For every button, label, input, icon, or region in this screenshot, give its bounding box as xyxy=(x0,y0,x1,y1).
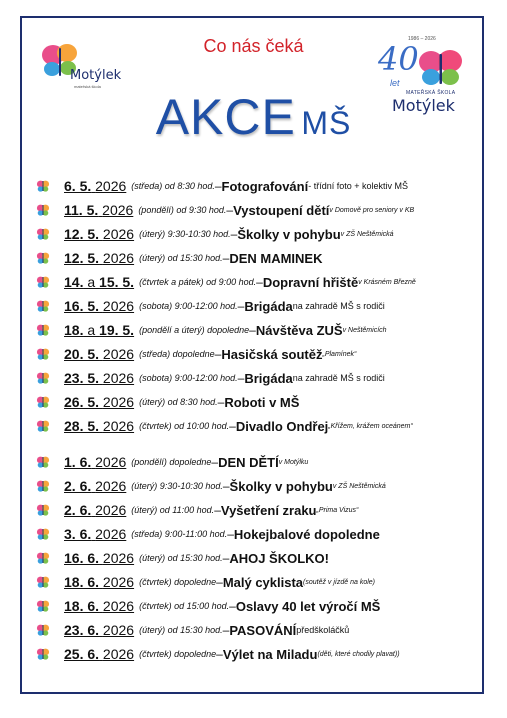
event-date xyxy=(64,622,134,638)
event-name: Školky v pohybu xyxy=(237,226,341,242)
event-date-day: 11. 5. xyxy=(64,202,99,218)
event-date xyxy=(64,226,134,242)
event-date-day: 25. 6. xyxy=(64,646,100,662)
butterfly-bullet-icon xyxy=(36,647,50,661)
butterfly-bullet-icon xyxy=(36,203,50,217)
butterfly-bullet-icon xyxy=(36,227,50,241)
event-date xyxy=(64,502,126,518)
event-date-year: 2026 xyxy=(102,622,135,638)
event-name: Fotografování xyxy=(221,178,309,194)
event-detail: v ZŠ Neštěmická xyxy=(340,230,394,238)
event-date xyxy=(64,550,134,566)
event-date xyxy=(64,646,134,662)
event-time: (středa) od 8:30 hod. xyxy=(131,181,215,191)
event-name: Brigáda xyxy=(244,370,293,386)
event-row xyxy=(36,548,329,568)
event-name: Návštěva ZUŠ xyxy=(255,322,343,338)
event-date-day: 14. xyxy=(64,274,84,290)
event-date-day: 12. 5. xyxy=(64,250,100,266)
butterfly-bullet-icon xyxy=(36,275,50,289)
logo-years: 1986 – 2026 xyxy=(408,36,436,42)
butterfly-bullet-icon xyxy=(36,503,50,517)
logo-ms: MATEŘSKÁ ŠKOLA xyxy=(406,90,456,96)
butterfly-bullet-icon xyxy=(36,395,50,409)
logo-left-sub: mateřská škola xyxy=(74,84,101,89)
event-dash: – xyxy=(211,455,219,469)
event-detail: na zahradě MŠ s rodiči xyxy=(292,301,385,311)
event-date-year: 2026 xyxy=(95,454,127,470)
event-row xyxy=(36,200,414,220)
event-date xyxy=(64,298,134,314)
event-row xyxy=(36,392,299,412)
event-row xyxy=(36,224,394,244)
event-time: (čtvrtek) dopoledne xyxy=(139,577,217,587)
title-akce: AKCE xyxy=(155,89,296,145)
event-detail: (soutěž v jízdě na kole) xyxy=(303,578,376,586)
event-detail: předškoláčků xyxy=(296,625,350,635)
event-date-day2: 15. 5. xyxy=(99,274,135,290)
event-row xyxy=(36,644,400,664)
event-date-year: 2026 xyxy=(102,226,135,242)
event-dash: – xyxy=(214,179,222,193)
event-date-day: 1. 6. xyxy=(64,454,92,470)
event-detail: „Křížem, krážem oceánem“ xyxy=(328,422,413,430)
butterfly-bullet-icon xyxy=(36,251,50,265)
event-row xyxy=(36,596,380,616)
event-date-year: 2026 xyxy=(102,598,135,614)
event-time: (pondělí) dopoledne xyxy=(131,457,212,467)
event-row xyxy=(36,344,356,364)
event-date xyxy=(64,526,126,542)
event-row xyxy=(36,320,387,340)
event-dash: – xyxy=(222,479,230,493)
event-time: (úterý) od 15:30 hod. xyxy=(139,253,223,263)
event-date-year: 2026 xyxy=(102,550,135,566)
event-detail: „Plamínek“ xyxy=(322,350,357,358)
event-dash: – xyxy=(217,395,225,409)
event-time: (čtvrtek) od 10:00 hod. xyxy=(139,421,230,431)
butterfly-bullet-icon xyxy=(36,551,50,565)
event-date xyxy=(64,574,134,590)
event-date-day: 2. 6. xyxy=(64,502,92,518)
event-date xyxy=(64,478,126,494)
event-detail: „Prima Vizus“ xyxy=(316,506,359,514)
event-dash: – xyxy=(256,275,263,289)
butterfly-bullet-icon xyxy=(36,455,50,469)
event-dash: – xyxy=(214,503,221,517)
event-name: Divadlo Ondřej xyxy=(235,418,329,434)
event-name: Roboti v MŠ xyxy=(224,394,300,410)
event-date xyxy=(64,178,126,194)
event-row xyxy=(36,524,380,544)
event-date-day: 23. 6. xyxy=(64,622,100,638)
butterfly-bullet-icon xyxy=(36,347,50,361)
event-name: Hasičská soutěž xyxy=(221,346,323,362)
event-time: (pondělí) od 9:30 hod. xyxy=(138,205,227,215)
event-date xyxy=(64,418,134,434)
event-row xyxy=(36,368,385,388)
page-subtitle: Co nás čeká xyxy=(203,36,304,56)
butterfly-bullet-icon xyxy=(36,419,50,433)
event-date-year: 2026 xyxy=(95,178,127,194)
event-date-year: 2026 xyxy=(102,370,135,386)
event-time: (středa) 9:00-11:00 hod. xyxy=(131,529,228,539)
event-date-year: 2026 xyxy=(95,502,127,518)
event-detail: (děti, které chodily plavat)) xyxy=(317,650,400,658)
event-row xyxy=(36,620,349,640)
butterfly-bullet-icon xyxy=(36,371,50,385)
event-time: (úterý) od 15:30 hod. xyxy=(139,625,223,635)
event-date-day: 18. 6. xyxy=(64,598,100,614)
event-name: Oslavy 40 let výročí MŠ xyxy=(235,598,381,614)
event-date-and: a xyxy=(83,322,100,338)
event-detail: v Motýlku xyxy=(278,458,309,466)
butterfly-bullet-icon xyxy=(36,575,50,589)
event-date xyxy=(64,598,134,614)
event-name: Brigáda xyxy=(244,298,293,314)
butterfly-icon xyxy=(418,48,464,88)
event-date-day: 23. 5. xyxy=(64,370,100,386)
event-name: AHOJ ŠKOLKO! xyxy=(229,550,329,566)
event-date xyxy=(64,370,134,386)
event-name: Vyšetření zraku xyxy=(220,502,317,518)
event-date-year: 2026 xyxy=(102,394,135,410)
event-time: (úterý) od 11:00 hod. xyxy=(131,505,215,515)
event-date-year: 2026 xyxy=(102,202,134,218)
butterfly-bullet-icon xyxy=(36,623,50,637)
event-dash: – xyxy=(227,527,234,541)
event-time: (úterý) 9:30-10:30 hod. xyxy=(139,229,231,239)
event-date xyxy=(64,250,134,266)
event-time: (úterý) 9:30-10:30 hod. xyxy=(131,481,223,491)
event-row xyxy=(36,272,416,292)
event-row xyxy=(36,248,323,268)
event-date-day: 20. 5. xyxy=(64,346,100,362)
event-dash: – xyxy=(214,347,222,361)
event-date-and: a xyxy=(83,274,100,290)
event-date-day2: 19. 5. xyxy=(99,322,135,338)
logo-left-name: Motýlek xyxy=(70,68,122,83)
event-date-day: 6. 5. xyxy=(64,178,92,194)
event-time: (čtvrtek) od 15:00 hod. xyxy=(139,601,230,611)
event-detail: - třídní foto + kolektiv MŠ xyxy=(308,181,409,191)
event-dash: – xyxy=(226,203,234,217)
title-ms: MŠ xyxy=(301,105,352,141)
event-date xyxy=(64,274,134,290)
event-name: Hokejbalové dopoledne xyxy=(233,526,380,542)
event-detail: v Neštěmicích xyxy=(342,326,387,334)
event-date-year: 2026 xyxy=(102,418,135,434)
event-date-day: 28. 5. xyxy=(64,418,100,434)
event-date xyxy=(64,346,134,362)
butterfly-bullet-icon xyxy=(36,479,50,493)
event-date-year: 2026 xyxy=(102,574,135,590)
event-date-day: 18. 6. xyxy=(64,574,100,590)
event-name: Malý cyklista xyxy=(222,574,304,590)
event-time: (čtvrtek a pátek) od 9:00 hod. xyxy=(139,277,257,287)
event-date-day: 3. 6. xyxy=(64,526,92,542)
event-dash: – xyxy=(222,623,230,637)
event-date-year: 2026 xyxy=(102,298,135,314)
event-date xyxy=(64,394,134,410)
event-dash: – xyxy=(237,299,245,313)
event-date xyxy=(64,202,133,218)
event-time: (úterý) od 8:30 hod. xyxy=(139,397,218,407)
event-detail: v Domově pro seniory v KB xyxy=(329,206,415,214)
event-row xyxy=(36,296,385,316)
logo-forty: 40 xyxy=(378,40,419,78)
event-time: (pondělí a úterý) dopoledne xyxy=(139,325,250,335)
event-dash: – xyxy=(229,419,236,433)
event-dash: – xyxy=(222,551,230,565)
logo-let: let xyxy=(390,78,400,88)
event-row xyxy=(36,176,408,196)
event-time: (středa) dopoledne xyxy=(139,349,215,359)
butterfly-bullet-icon xyxy=(36,599,50,613)
butterfly-bullet-icon xyxy=(36,179,50,193)
event-date-day: 16. 6. xyxy=(64,550,100,566)
event-date-year: 2026 xyxy=(95,478,127,494)
event-detail: v Krásném Březně xyxy=(358,278,416,286)
event-name: Školky v pohybu xyxy=(229,478,333,494)
page-title xyxy=(0,88,507,146)
event-date xyxy=(64,454,126,470)
event-row xyxy=(36,416,413,436)
event-date-day: 18. xyxy=(64,322,84,338)
logo-right-name: Motýlek xyxy=(392,96,455,115)
event-date-day: 12. 5. xyxy=(64,226,100,242)
event-date-day: 26. 5. xyxy=(64,394,100,410)
event-dash: – xyxy=(249,323,256,337)
event-date-year: 2026 xyxy=(102,250,135,266)
event-name: Vystoupení dětí xyxy=(233,202,330,218)
butterfly-bullet-icon xyxy=(36,527,50,541)
event-time: (sobota) 9:00-12:00 hod. xyxy=(139,301,238,311)
event-dash: – xyxy=(216,575,223,589)
event-date-year: 2026 xyxy=(102,346,135,362)
event-date-day: 2. 6. xyxy=(64,478,92,494)
butterfly-bullet-icon xyxy=(36,323,50,337)
butterfly-bullet-icon xyxy=(36,299,50,313)
event-name: Dopravní hřiště xyxy=(262,274,359,290)
event-dash: – xyxy=(222,251,230,265)
event-date-year: 2026 xyxy=(102,646,135,662)
event-time: (úterý) od 15:30 hod. xyxy=(139,553,223,563)
event-detail: na zahradě MŠ s rodiči xyxy=(292,373,385,383)
event-name: PASOVÁNÍ xyxy=(229,622,297,638)
event-name: DEN DĚTÍ xyxy=(218,454,279,470)
event-row xyxy=(36,572,375,592)
event-row xyxy=(36,500,358,520)
event-dash: – xyxy=(230,227,238,241)
event-time: (sobota) 9:00-12:00 hod. xyxy=(139,373,238,383)
event-time: (čtvrtek) dopoledne xyxy=(139,649,217,659)
event-date xyxy=(64,322,134,338)
event-dash: – xyxy=(229,599,236,613)
event-name: DEN MAMINEK xyxy=(229,250,323,266)
event-name: Výlet na Miladu xyxy=(222,646,318,662)
event-dash: – xyxy=(237,371,245,385)
event-row xyxy=(36,452,308,472)
event-date-day: 16. 5. xyxy=(64,298,100,314)
event-row xyxy=(36,476,386,496)
event-date-year: 2026 xyxy=(95,526,127,542)
event-detail: v ZŠ Neštěmická xyxy=(332,482,386,490)
event-dash: – xyxy=(216,647,223,661)
